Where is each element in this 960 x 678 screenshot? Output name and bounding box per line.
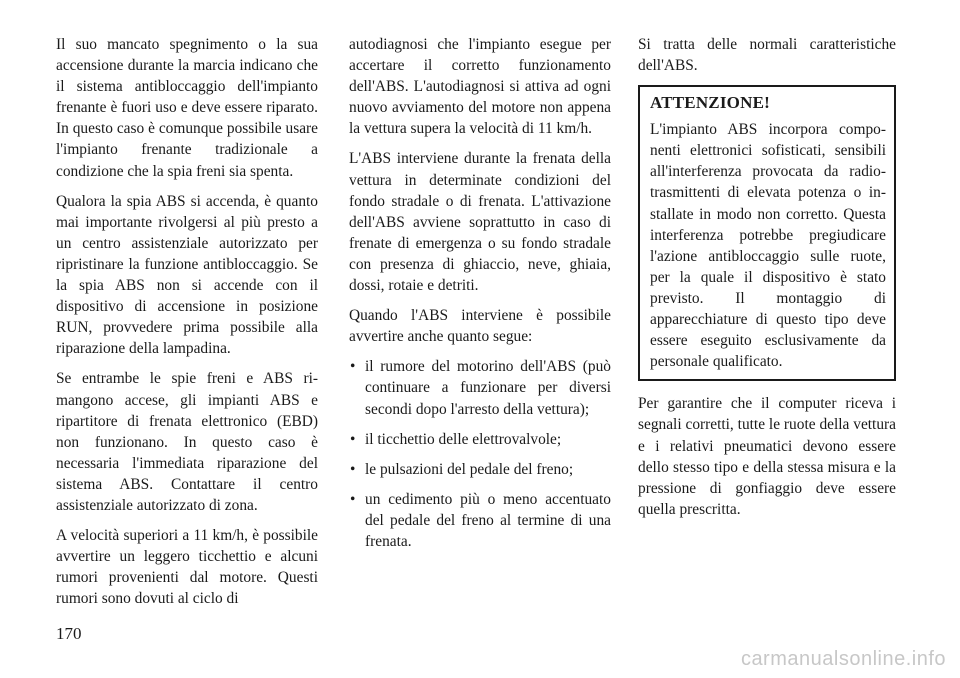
bullet-icon: •	[350, 430, 356, 448]
paragraph-abs-intervention: L'ABS interviene durante la frenata della vettura in determinate condizioni del fondo stradale o di frenata. L'attivazione dell'ABS avviene soprattutto in caso di frenate di emergenza o su fondo stradale con presenza di ghiaccio, neve, ghiaia, dossi, rotaie e detriti.	[349, 150, 611, 295]
warning-text: L'impianto ABS incorpora componenti elettronici sofisticati, sensibili all'interferenza provocata da radiotrasmittenti di elevata potenza o installate in modo non corretto. Questa interferenza potrebbe pregiudicare l'azione antibloccaggio sulle ruote, per la quale il dispositivo è stato previsto. Il montaggio di apparecchiature di questo tipo deve essere eseguito esclusivamente da personale qualificato.	[650, 121, 886, 371]
list-item	[349, 459, 611, 480]
paragraph-normal-characteristics: Si tratta delle normali caratteristiche dell'ABS.	[638, 36, 896, 75]
watermark: carmanualsonline.info	[740, 648, 946, 670]
bullet-icon: •	[350, 460, 356, 478]
page-number: 170	[56, 624, 82, 643]
bullet-icon: •	[350, 358, 356, 376]
warning-title: ATTENZIONE!	[650, 93, 770, 113]
list-item	[349, 356, 611, 419]
paragraph-wheel-requirements: Per garantire che il computer riceva i segnali corretti, tutte le ruote della vettura e i relativi pneumatici devono essere dello stesso tipo e della stessa misura e la pressione di gonfiaggio deve essere quella prescritta.	[638, 395, 896, 518]
abs-effects-list	[349, 356, 611, 552]
list-item-text: il ticchettio delle elettrovalvole;	[365, 430, 562, 448]
paragraph-abs-failure: Il suo mancato spegnimento o la sua accensione durante la marcia indicano che il sistema antibloccaggio dell'impianto frenante è fuori uso e deve essere riparato. In questo caso è comunque possibile usare l'impianto frenante tradizionale a condizione che la spia freni sia spenta.	[56, 36, 318, 180]
paragraph-self-diagnosis: autodiagnosi che l'impianto esegue per accertare il corretto funzionamento dell'ABS. L'autodiagnosi si attiva ad ogni nuovo avviamento del motore non appena la vettura supera la velocità di 11 km/h.	[349, 36, 611, 138]
bullet-icon: •	[350, 490, 356, 508]
list-item	[349, 429, 611, 450]
text-column-left	[56, 34, 318, 618]
paragraph-abs-warning-light: Qualora la spia ABS si accenda, è quanto mai importante rivolgersi al più presto a un centro assistenziale autorizzato per ripristinare la funzione antibloccaggio. Se la spia ABS non si accende con il dispositivo di accensione in posizione RUN, provvedere prima possibile alla riparazione della lampadina.	[56, 192, 318, 358]
list-item-text: il rumore del motorino dell'ABS (può continuare a funzionare per diversi secondi dopo l'arresto della vettura);	[365, 358, 611, 418]
paragraph-self-check-noise: A velocità superiori a 11 km/h, è possibile avvertire un leggero ticchettio e alcuni rumori provenienti dal motore. Questi rumori sono dovuti al ciclo di	[56, 527, 318, 608]
warning-box	[638, 85, 896, 381]
list-item-text: le pulsazioni del pedale del freno;	[365, 460, 574, 478]
text-column-middle	[349, 34, 611, 561]
text-column-right	[638, 34, 896, 529]
paragraph-abs-effects-intro: Quando l'ABS interviene è possibile avvertire anche quanto segue:	[349, 307, 611, 346]
list-item-text: un cedimento più o meno accentuato del pedale del freno al termine di una frenata.	[365, 490, 611, 550]
paragraph-brake-and-abs-lights: Se entrambe le spie freni e ABS rimangono accese, gli impianti ABS e ripartitore di frenata elettronico (EBD) non funzionano. In questo caso è necessaria l'immediata riparazione del sistema ABS. Contattare il centro assistenziale autorizzato di zona.	[56, 370, 318, 514]
list-item	[349, 489, 611, 552]
